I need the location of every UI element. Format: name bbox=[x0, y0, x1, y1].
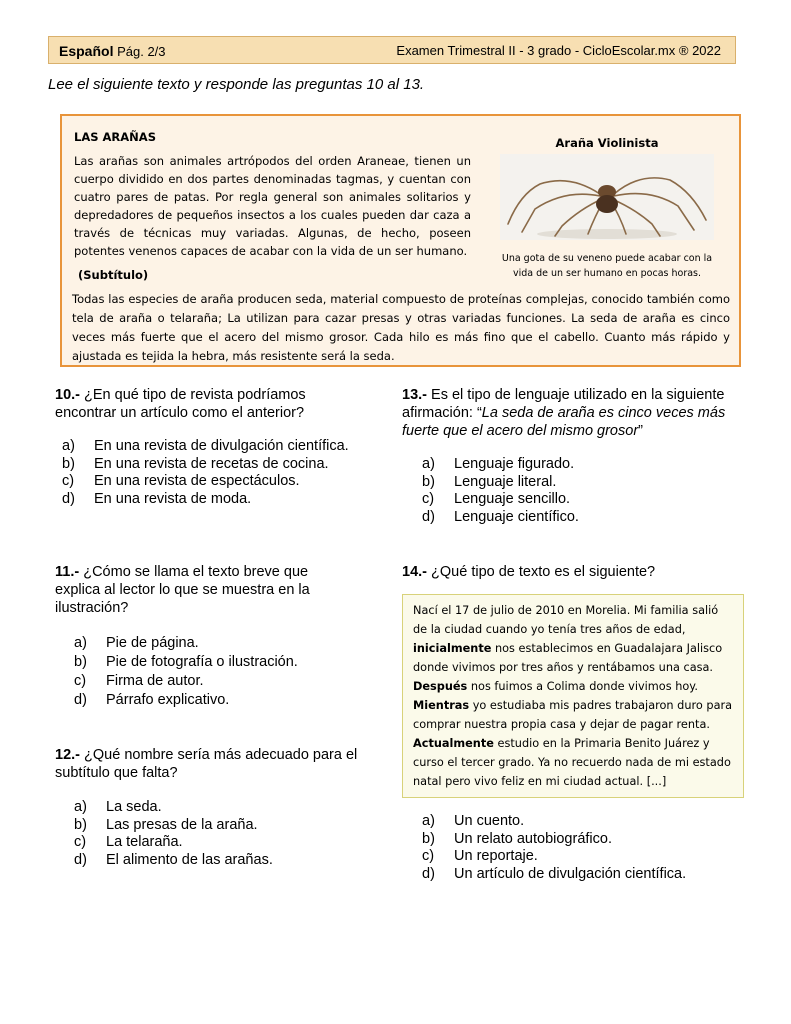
option-letter: c) bbox=[62, 473, 75, 489]
story-segment: estudio en la Primaria Benito Juárez y curso el tercer grado. Ya no recuerdo nada de mi estado natal pero vivo feliz en mi ciudad actual. [...] bbox=[413, 737, 731, 788]
instruction: Lee el siguiente texto y responde las preguntas 10 al 13. bbox=[48, 76, 425, 93]
option-letter: b) bbox=[422, 473, 435, 490]
option-letter: d) bbox=[62, 490, 75, 507]
option-text: En una revista de divulgación científica. bbox=[94, 438, 349, 454]
exam-info: Examen Trimestral II - 3 grado - CicloEscolar.mx ® 2022 bbox=[396, 43, 721, 58]
option-text: Lenguaje literal. bbox=[454, 473, 557, 490]
question-number: 10.- bbox=[55, 387, 80, 403]
option-14-b[interactable] bbox=[422, 831, 686, 849]
question-text: ¿Qué nombre sería más adecuado para el subtítulo que falta? bbox=[55, 747, 358, 781]
story-segment: Nací el 17 de julio de 2010 en Morelia. Mi familia salió de la ciudad cuando yo tenía tres años de edad, bbox=[413, 604, 719, 636]
option-text: En una revista de recetas de cocina. bbox=[94, 455, 329, 472]
question-text: Es el tipo de lenguaje utilizado en la siguiente afirmación: “ bbox=[402, 387, 725, 421]
option-text: Pie de página. bbox=[106, 635, 199, 651]
option-text: Lenguaje sencillo. bbox=[454, 491, 571, 507]
option-text: La telaraña. bbox=[106, 834, 183, 850]
option-13-a[interactable] bbox=[422, 456, 579, 474]
story-keyword: Mientras bbox=[413, 699, 470, 712]
option-letter: a) bbox=[422, 813, 435, 829]
options-11 bbox=[74, 634, 298, 710]
option-letter: d) bbox=[74, 851, 87, 868]
option-text: Lenguaje figurado. bbox=[454, 456, 575, 472]
option-text: En una revista de espectáculos. bbox=[94, 473, 300, 489]
option-12-c[interactable] bbox=[74, 834, 273, 852]
option-14-d[interactable] bbox=[422, 866, 686, 884]
page-header bbox=[48, 36, 736, 64]
page-number: Pág. 2/3 bbox=[117, 44, 166, 59]
option-text: Un reportaje. bbox=[454, 848, 538, 864]
option-letter: d) bbox=[422, 865, 435, 882]
option-11-a[interactable] bbox=[74, 634, 298, 653]
option-11-d[interactable] bbox=[74, 691, 298, 710]
option-text: Lenguaje científico. bbox=[454, 508, 579, 525]
question-number: 13.- bbox=[402, 387, 427, 403]
option-letter: b) bbox=[74, 816, 87, 833]
question-number: 11.- bbox=[55, 564, 80, 580]
option-letter: d) bbox=[422, 508, 435, 525]
option-11-c[interactable] bbox=[74, 672, 298, 691]
story-segment: yo estudiaba mis padres trabajaron duro para comprar nuestra propia casa y dejar de pagar renta. bbox=[413, 699, 733, 731]
story-segment: nos fuimos a Colima donde vivimos hoy. bbox=[467, 680, 698, 693]
article-paragraph-2: Todas las especies de araña producen seda, material compuesto de proteínas complejas, conocido también como tela de araña o telaraña; La utilizan para cazar presas y otras variadas funciones. La seda de araña es cinco veces más fuerte que el acero del mismo grosor. Cada hilo es más fino que el cabello. Cuanto más rápido y ajustada es tejida la hebra, más resistente será la seda. bbox=[72, 292, 730, 363]
option-text: En una revista de moda. bbox=[94, 490, 252, 507]
option-text: Un cuento. bbox=[454, 813, 525, 829]
option-11-b[interactable] bbox=[74, 653, 298, 672]
article-paragraph-1: Las arañas son animales artrópodos del orden Araneae, tienen un cuerpo dividido en dos partes denominadas tagmas, y cuentan con cuatro pares de patas. Por regla general son animales solitarios y depredadores de pequeños insectos a los cuales pueden dar caza a través de técnicas muy variadas. Algunas, de hecho, poseen potentes venenos capaces de acabar con la vida de un ser humano. bbox=[74, 154, 471, 258]
story-segment: nos establecimos en Guadalajara Jalisco donde vivimos por tres años y rentábamos una casa. bbox=[413, 642, 723, 674]
option-text: Las presas de la araña. bbox=[106, 816, 258, 833]
options-13 bbox=[422, 456, 579, 526]
option-letter: a) bbox=[422, 456, 435, 472]
option-13-d[interactable] bbox=[422, 509, 579, 527]
question-text: ¿En qué tipo de revista podríamos encontrar un artículo como el anterior? bbox=[55, 387, 306, 421]
article-subtitle: (Subtítulo) bbox=[78, 268, 149, 282]
option-letter: c) bbox=[422, 491, 435, 507]
option-13-b[interactable] bbox=[422, 474, 579, 492]
question-number: 12.- bbox=[55, 747, 80, 763]
option-text: Firma de autor. bbox=[106, 673, 204, 689]
option-12-b[interactable] bbox=[74, 817, 273, 835]
option-text: Un relato autobiográfico. bbox=[454, 830, 612, 847]
story-text bbox=[413, 601, 733, 791]
spider-icon bbox=[500, 154, 714, 240]
option-13-c[interactable] bbox=[422, 491, 579, 509]
option-letter: c) bbox=[422, 848, 435, 864]
option-text: El alimento de las arañas. bbox=[106, 851, 273, 868]
options-14 bbox=[422, 813, 686, 883]
option-letter: b) bbox=[74, 654, 87, 670]
option-letter: b) bbox=[422, 830, 435, 847]
option-text: Un artículo de divulgación científica. bbox=[454, 865, 687, 882]
header-subject bbox=[59, 43, 166, 59]
option-letter: b) bbox=[62, 455, 75, 472]
option-letter: a) bbox=[62, 438, 75, 454]
question-10 bbox=[55, 386, 355, 422]
option-letter: a) bbox=[74, 799, 87, 815]
options-10 bbox=[62, 438, 349, 508]
options-12 bbox=[74, 799, 273, 869]
figure-caption: Una gota de su veneno puede acabar con la vida de un ser humano en pocas horas. bbox=[501, 253, 713, 279]
option-text: Pie de fotografía o ilustración. bbox=[106, 654, 298, 670]
article-title: LAS ARAÑAS bbox=[74, 130, 156, 144]
question-number: 14.- bbox=[402, 564, 427, 580]
option-10-c[interactable] bbox=[62, 473, 349, 491]
story-box bbox=[402, 594, 744, 798]
question-11 bbox=[55, 563, 345, 617]
question-text: ¿Qué tipo de texto es el siguiente? bbox=[427, 564, 656, 580]
option-10-a[interactable] bbox=[62, 438, 349, 456]
question-text: ¿Cómo se llama el texto breve que explica al lector lo que se muestra en la ilustración? bbox=[55, 564, 310, 616]
question-14 bbox=[402, 563, 747, 581]
option-letter: c) bbox=[74, 673, 87, 689]
option-10-d[interactable] bbox=[62, 491, 349, 509]
story-keyword: inicialmente bbox=[413, 642, 492, 655]
option-14-c[interactable] bbox=[422, 848, 686, 866]
figure-title: Araña Violinista bbox=[555, 136, 659, 150]
question-13 bbox=[402, 386, 747, 440]
article-box bbox=[60, 114, 741, 367]
option-text: Párrafo explicativo. bbox=[106, 692, 230, 708]
option-14-a[interactable] bbox=[422, 813, 686, 831]
story-keyword: Después bbox=[413, 680, 468, 693]
option-letter: d) bbox=[74, 692, 87, 708]
question-12 bbox=[55, 746, 375, 782]
question-quote: La seda de araña es cinco veces más fuerte que el acero del mismo grosor bbox=[402, 405, 726, 439]
option-text: La seda. bbox=[106, 799, 162, 815]
subject-label: Español bbox=[59, 43, 114, 59]
option-10-b[interactable] bbox=[62, 456, 349, 474]
quote-close: ” bbox=[638, 423, 643, 439]
story-keyword: Actualmente bbox=[413, 737, 494, 750]
option-12-d[interactable] bbox=[74, 852, 273, 870]
option-letter: a) bbox=[74, 635, 87, 651]
option-letter: c) bbox=[74, 834, 87, 850]
option-12-a[interactable] bbox=[74, 799, 273, 817]
